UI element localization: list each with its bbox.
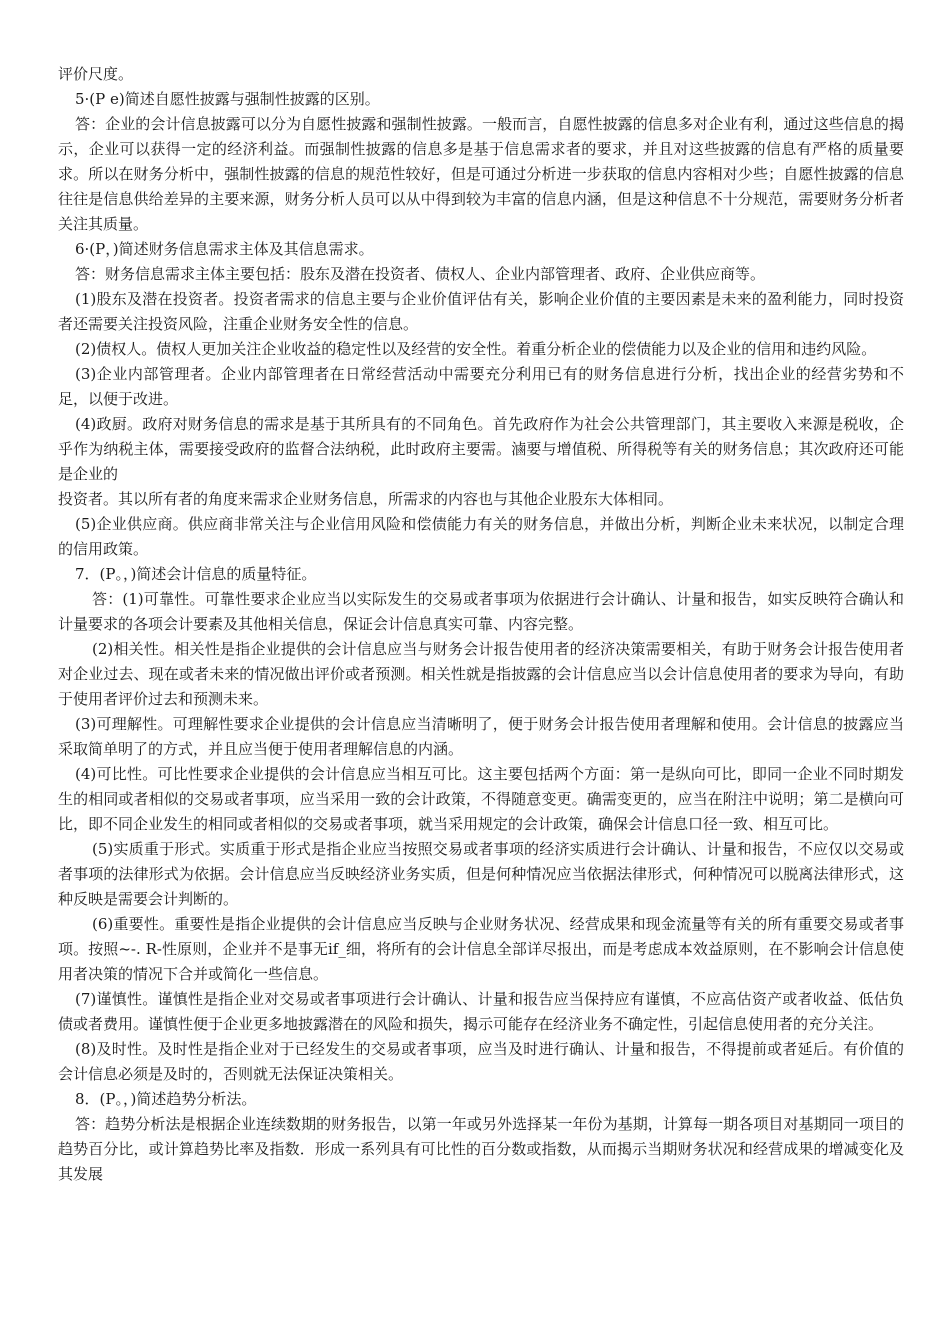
document-page <box>58 62 904 1187</box>
answer-6-item-2: (2)债权人。债权人更加关注企业收益的稳定性以及经营的安全性。着重分析企业的偿债能力以及企业的信用和违约风险。 <box>75 340 877 358</box>
answer-8: 答：趋势分析法是根据企业连续数期的财务报告，以第一年或另外选择某一年份为基期，计算每一期各项目对基期同一项目的趋势百分比，或计算趋势比率及指数．形成一系列具有可比性的百分数或指数，从而揭示当期财务状况和经营成果的增减变化及其发展 <box>58 1115 904 1183</box>
answer-7-item-1: 答：(1)可靠性。可靠性要求企业应当以实际发生的交易或者事项为依据进行会计确认、计量和报告，如实反映符合确认和计量要求的各项会计要素及其他相关信息，保证会计信息真实可靠、内容完整。 <box>58 590 904 633</box>
paragraph-0: 评价尺度。 <box>58 65 134 83</box>
question-8-heading: 8．(P。，)简述趋势分析法。 <box>75 1090 257 1108</box>
answer-7-item-8: (8)及时性。及时性是指企业对于已经发生的交易或者事项，应当及时进行确认、计量和报告，不得提前或者延后。有价值的会计信息必须是及时的，否则就无法保证决策相关。 <box>58 1040 904 1083</box>
answer-6-item-4: (4)政厨。政府对财务信息的需求是基于其所具有的不同角色。首先政府作为社会公共管理部门，其主要收入来源是税收，企乎作为纳税主体，需要接受政府的监督合法纳税，此时政府主要需。滷要与增值税、所得税等有关的财务信息；其次政府还可能是企业的 <box>58 415 904 483</box>
answer-7-item-2: (2)相关性。相关性是指企业提供的会计信息应当与财务会计报告使用者的经济决策需要相关，有助于财务会计报告使用者对企业过去、现在或者未来的情况做出评价或者预测。相关性就是指披露的会计信息应当以会计信息使用者的要求为导向，有助于使用者评价过去和预测未来。 <box>58 640 904 708</box>
answer-6-item-1: (1)股东及潜在投资者。投资者需求的信息主要与企业价值评估有关，影响企业价值的主要因素是未来的盈利能力，同时投资者还需要关注投资风险，注重企业财务安全性的信息。 <box>58 290 904 333</box>
answer-7-item-4: (4)可比性。可比性要求企业提供的会计信息应当相互可比。这主要包括两个方面：第一是纵向可比，即同一企业不同时期发生的相同或者相似的交易或者事项，应当采用一致的会计政策，不得随意变更。确需变更的，应当在附注中说明；第二是横向可比，即不同企业发生的相同或者相似的交易或者事项，就当采用规定的会计政策，确保会计信息口径一致、相互可比。 <box>58 765 904 833</box>
answer-7-item-3: (3)可理解性。可理解性要求企业提供的会计信息应当清晰明了，便于财务会计报告使用者理解和使用。会计信息的披露应当采取简单明了的方式，并且应当便于使用者理解信息的内涵。 <box>58 715 904 758</box>
question-5-heading: 5·(P e)简述自愿性披露与强制性披露的区别。 <box>75 90 380 108</box>
question-7-heading: 7．(P。，)简述会计信息的质量特征。 <box>75 565 317 583</box>
answer-6-intro: 答：财务信息需求主体主要包括：股东及潜在投资者、债权人、企业内部管理者、政府、企业供应商等。 <box>75 265 766 283</box>
answer-5: 答：企业的会计信息披露可以分为自愿性披露和强制性披露。一般而言，自愿性披露的信息多对企业有利，通过这些信息的揭示，企业可以获得一定的经济利益。而强制性披露的信息多是基于信息需求者的要求，并且对这些披露的信息有严格的质量要求。所以在财务分析中，强制性披露的信息的规范性较好，但是可通过分析进一步获取的信息内容相对少些；自愿性披露的信息往往是信息供给差异的主要来源，财务分析人员可以从中得到较为丰富的信息内涵，但是这种信息不十分规范，需要财务分析者关注其质量。 <box>58 115 904 233</box>
question-6-heading: 6·(P，)简述财务信息需求主体及其信息需求。 <box>75 240 374 258</box>
answer-7-item-5: (5)实质重于形式。实质重于形式是指企业应当按照交易或者事项的经济实质进行会计确认、计量和报告，不应仅以交易或者事项的法律形式为依据。会计信息应当反映经济业务实质，但是何种情况应当依据法律形式，何种情况可以脱离法律形式，这种反映是需要会计判断的。 <box>58 840 904 908</box>
answer-7-item-7: (7)谨慎性。谨慎性是指企业对交易或者事项进行会计确认、计量和报告应当保持应有谨慎，不应高估资产或者收益、低估负债或者费用。谨慎性便于企业更多地披露潜在的风险和损失，揭示可能存在经济业务不确定性，引起信息使用者的充分关注。 <box>58 990 904 1033</box>
answer-6-item-3: (3)企业内部管理者。企业内部管理者在日常经营活动中需要充分利用已有的财务信息进行分析，找出企业的经营劣势和不足，以便于改进。 <box>58 365 904 408</box>
answer-6-item-4-cont: 投资者。其以所有者的角度来需求企业财务信息，所需求的内容也与其他企业股东大体相同。 <box>58 490 674 508</box>
answer-7-item-6: (6)重要性。重要性是指企业提供的会计信息应当反映与企业财务状况、经营成果和现金流量等有关的所有重要交易或者事项。按照~-. R-性原则，企业并不是事无if_细，将所有的会计信息全部详尽报出，而是考虑成本效益原则，在不影响会计信息使用者决策的情况下合并或简化一些信息。 <box>58 915 904 983</box>
answer-6-item-5: (5)企业供应商。供应商非常关注与企业信用风险和偿债能力有关的财务信息，并做出分析，判断企业未来状况，以制定合理的信用政策。 <box>58 515 904 558</box>
